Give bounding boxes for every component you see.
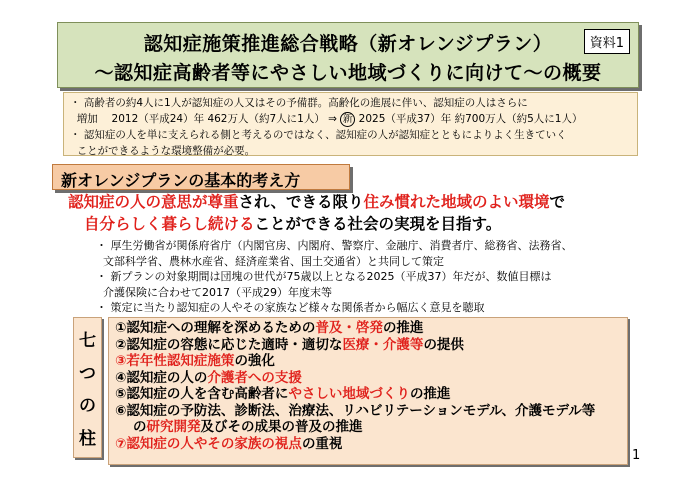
document-label: 資料1 (584, 29, 630, 54)
pillar-4 (115, 370, 621, 387)
seven-pillars-box (108, 317, 628, 465)
note-3: ・ 策定に当たり認知症の人やその家族など様々な関係者から幅広く意見を聴取 (96, 301, 485, 314)
page-subtitle: ～認知症高齢者等にやさしい地域づくりに向けて～の概要 (94, 62, 602, 84)
background-line-4-text: ことができるような環境整備が必要。 (76, 145, 256, 157)
pillar-3 (115, 353, 621, 370)
note-2-line-1: ・ 新プランの対象期間は団塊の世代が75歳以上となる2025（平成37）年だが、数値目標は (96, 270, 552, 283)
background-box (63, 92, 638, 156)
note-1-line-2 (96, 254, 573, 270)
pillar-4-red: 介護者への支援 (207, 369, 302, 386)
pillar-1-red: 普及・啓発 (315, 320, 383, 336)
concept-red-3: 自分らしく暮らし続ける (84, 215, 255, 233)
pillar-2-a: ②認知症の容態に応じた適時・適切な (115, 336, 343, 353)
background-line-1: ・ 高齢者の約4人に1人が認知症の人又はその予備群。高齢化の進展に伴い、認知症の人はさらに (70, 97, 528, 109)
concept-red-2: 住み慣れた地域のよい環境 (363, 193, 550, 211)
background-line-2a: 増加 2012（平成24）年 462万人（約7人に1人） ⇒ (76, 113, 341, 125)
pillar-label-char-2: つ (79, 363, 96, 384)
pillar-6-line-2 (115, 419, 621, 436)
pillar-3-b: の強化 (234, 353, 275, 369)
pillar-6-a: の (133, 419, 147, 435)
notes-list (96, 238, 573, 316)
page-number: 1 (632, 448, 641, 463)
pillar-6-red: 研究開発 (146, 419, 201, 435)
page-title: 認知症施策推進総合戦略（新オレンジプラン） (143, 33, 553, 55)
pillar-3-red: ③若年性認知症施策 (115, 353, 235, 369)
note-1-line-1: ・ 厚生労働省が関係府省庁（内閣官房、内閣府、警察庁、金融庁、消費者庁、総務省、法務省、 (96, 239, 573, 252)
note-1-line-2-text: 文部科学省、農林水産省、経済産業省、国土交通省）と共同して策定 (103, 254, 444, 268)
pillar-label-char-3: の (79, 396, 96, 417)
pillar-1 (115, 320, 621, 337)
pillar-5-a: ⑤認知症の人を含む高齢者に (115, 386, 289, 402)
seven-pillars-label (73, 317, 102, 458)
pillar-1-b: の推進 (382, 320, 424, 336)
pillar-5 (115, 386, 621, 403)
pillar-5-b: の推進 (409, 386, 451, 402)
pillar-6-line-1: ⑥認知症の予防法、診断法、治療法、リハビリテーションモデル、介護モデル等 (115, 402, 596, 419)
title-box (57, 22, 639, 88)
concept-statement (68, 191, 565, 235)
pillar-label-char-1: 七 (79, 330, 96, 351)
background-line-2b: 2025（平成37）年 約700万人（約5人に1人） (355, 113, 583, 125)
concept-black-3: ことができる社会の実現を目指す。 (254, 215, 502, 233)
pillar-2 (115, 337, 621, 354)
note-2-line-2-text: 介護保険に合わせて2017（平成29）年度末等 (103, 285, 332, 299)
background-line-3: ・ 認知症の人を単に支えられる側と考えるのではなく、認知症の人が認知症とともによりよく生きていく (70, 129, 567, 141)
background-line-4 (70, 143, 631, 159)
pillar-6-b: 及びその成果の普及の推進 (200, 419, 363, 435)
background-line-2 (70, 111, 631, 127)
new-badge: 新 (340, 112, 355, 127)
pillar-4-a: ④認知症の人の (115, 369, 208, 386)
note-2-line-2 (96, 285, 573, 301)
concept-black-2: で (549, 193, 565, 211)
pillar-7 (115, 436, 621, 453)
pillar-7-b: の重視 (301, 435, 343, 452)
concept-line-1 (68, 191, 565, 213)
pillar-2-red: 医療・介護等 (342, 336, 424, 353)
pillar-1-a: ①認知症への理解を深めるための (115, 320, 316, 336)
concept-black-1: され、できる限り (238, 193, 364, 211)
concept-line-2 (68, 213, 565, 235)
pillar-label-char-4: 柱 (79, 429, 96, 450)
pillar-5-red: やさしい地域づくり (288, 386, 410, 402)
concept-header: 新オレンジプランの基本的考え方 (52, 164, 350, 190)
concept-red-1: 認知症の人の意思が尊重 (68, 193, 239, 211)
pillar-2-b: の提供 (423, 336, 464, 353)
pillar-7-red: ⑦認知症の人やその家族の視点 (115, 435, 302, 452)
